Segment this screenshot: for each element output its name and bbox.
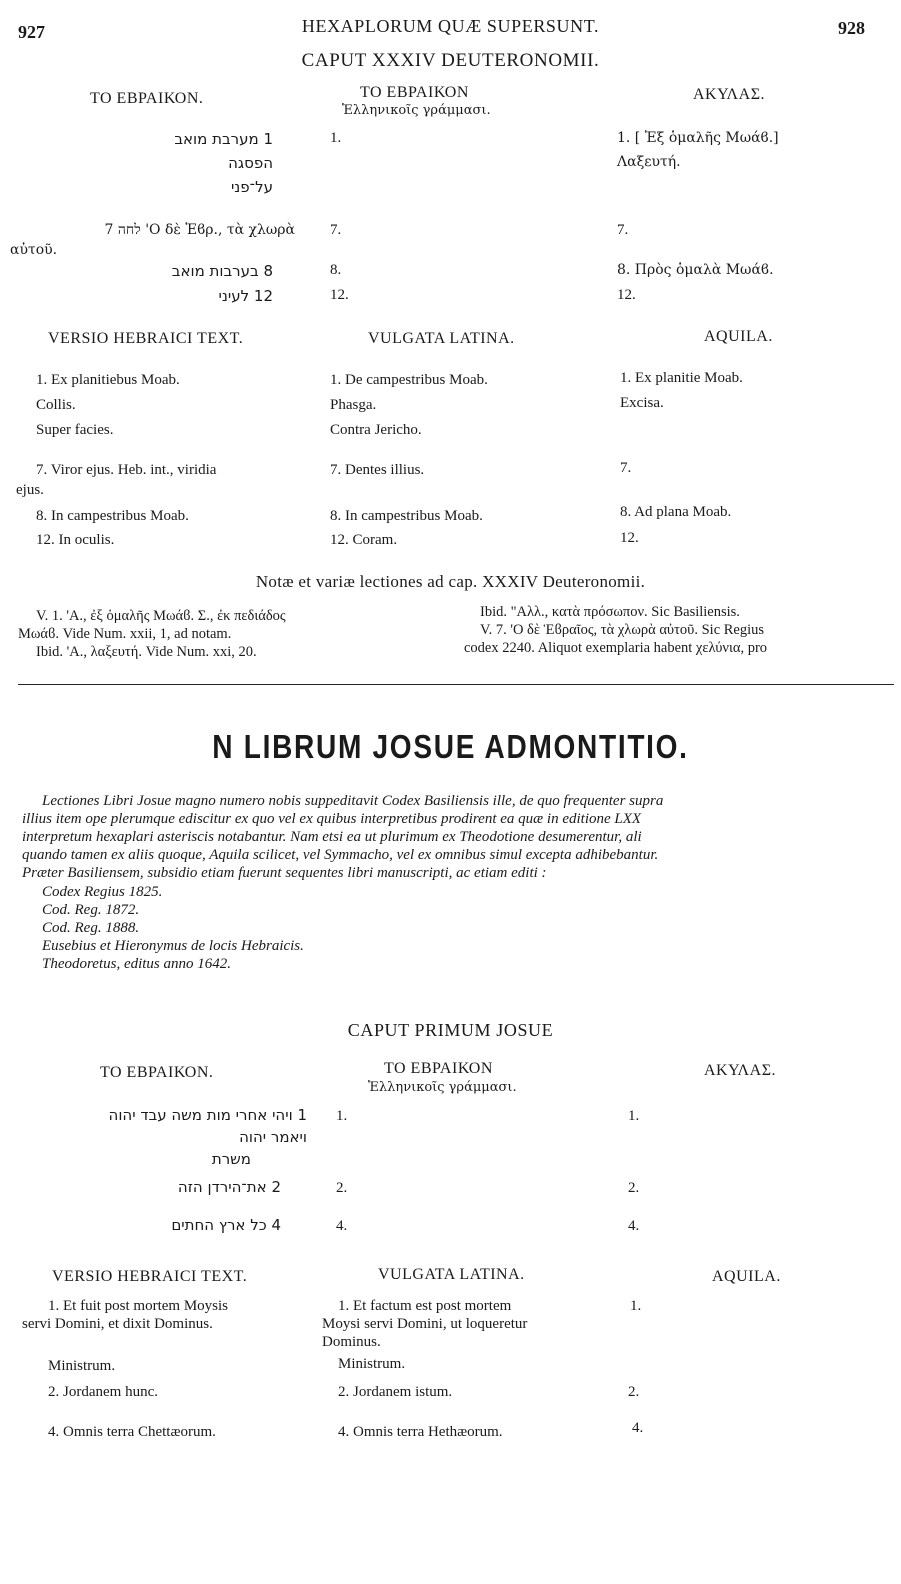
aquila-latin-line: 4. [632,1420,644,1436]
vulgata-line: 1. De campestribus Moab. [330,372,488,388]
hebrew-line: αὐτοῦ. [10,242,58,258]
aquila-latin-line: 2. [628,1384,640,1400]
hebrew-line: 4 כל ארץ החתים [171,1216,281,1234]
vulgata-line: Phasga. [330,397,377,413]
verse-number: 2. [336,1180,348,1196]
vulgata-line: Dominus. [322,1334,381,1350]
hebrew-line: 1 ויהי אחרי מות משה עבד יהוה [108,1106,307,1124]
vulgata-line: 4. Omnis terra Hethæorum. [338,1424,503,1440]
vulgata-line: 7. Dentes illius. [330,462,425,478]
verse-number: 4. [336,1218,348,1234]
col-header-hebrew: ΤΟ ΕΒΡΑΙΚΟΝ. [90,90,204,107]
hebrew-line: הפסגה [228,154,273,172]
note-line: Ibid. "Αλλ., κατὰ πρόσωπον. Sic Basiliensis. [480,604,740,620]
hebrew-line: ויאמר יהוה [239,1128,307,1146]
vulgata-line: 1. Et factum est post mortem [338,1298,512,1314]
aquila-line: Λαξευτή. [617,154,681,170]
col-header-greek-translit-sub: Ἑλληνικοῖς γράμμασι. [368,1080,517,1095]
latin-header-versio: VERSIO HEBRAICI TEXT. [48,330,244,347]
latin-header-aquila: AQUILA. [704,328,773,345]
versio-line: 12. In oculis. [36,532,115,548]
hebrew-line: משרת [211,1150,251,1168]
aquila-line: 1. [628,1108,640,1124]
col-header-aquila: ΑΚΥΛΑΣ. [693,86,766,103]
section-divider [18,684,894,685]
versio-line: 2. Jordanem hunc. [48,1384,158,1400]
vulgata-line: Ministrum. [338,1356,406,1372]
hebrew-line: 1 מערבת מואב [174,130,273,148]
aquila-line: 1. [ Ἐξ ὁμαλῆς Μωάϐ.] [617,130,779,146]
latin-header-aquila: AQUILA. [712,1268,781,1285]
note-line: Ibid. 'Α., λαξευτή. Vide Num. xxi, 20. [36,644,257,660]
vulgata-line: Moysi servi Domini, ut loqueretur [322,1316,528,1332]
col-header-aquila: ΑΚΥΛΑΣ. [704,1062,777,1079]
col-header-greek-translit: ΤΟ ΕΒΡΑΙΚΟΝ [360,84,469,101]
vulgata-line: Contra Jericho. [330,422,422,438]
admonitio-line: quando tamen ex aliis quoque, Aquila scilicet, vel Symmacho, vel ex omnibus simul excepta adhibebantur. [22,847,659,863]
versio-line: 7. Viror ejus. Heb. int., viridia [36,462,217,478]
versio-line: 1. Ex planitiebus Moab. [36,372,180,388]
latin-header-vulgata: VULGATA LATINA. [378,1266,525,1283]
admonitio-list-item: Cod. Reg. 1872. [42,902,140,918]
hebrew-line: 7 לחה 'Ο δὲ Ἑϐρ., τὰ χλωρὰ [104,222,295,238]
admonitio-list-item: Cod. Reg. 1888. [42,920,140,936]
col-header-greek-translit-sub: Ἑλληνικοῖς γράμμασι. [342,103,491,118]
note-line: V. 7. 'Ο δὲ Ἑϐραῖος, τὰ χλωρὰ αὐτοῦ. Sic Regius [480,622,765,638]
vulgata-line: 2. Jordanem istum. [338,1384,453,1400]
versio-line: 8. In campestribus Moab. [36,508,189,524]
running-title: HEXAPLORUM QUÆ SUPERSUNT. [301,16,600,36]
section2-title: CAPUT PRIMUM JOSUE [347,1020,554,1040]
hebrew-line: על־פני [230,178,273,196]
aquila-latin-line: 1. [630,1298,642,1314]
verse-number: 1. [330,130,342,146]
verse-number: 8. [330,262,342,278]
aquila-line: 7. [617,222,629,238]
note-line: codex 2240. Aliquot exemplaria habent χελύνια, pro [464,640,768,656]
latin-header-versio: VERSIO HEBRAICI TEXT. [52,1268,248,1285]
versio-line: 4. Omnis terra Chettæorum. [48,1424,216,1440]
aquila-line: 4. [628,1218,640,1234]
versio-line: ejus. [16,482,44,498]
col-header-hebrew: ΤΟ ΕΒΡΑΙΚΟΝ. [100,1064,214,1081]
verse-number: 7. [330,222,342,238]
aquila-latin-line: 8. Ad plana Moab. [620,504,732,520]
admonitio-list-item: Eusebius et Hieronymus de locis Hebraicis. [42,938,304,954]
col-header-greek-translit: ΤΟ ΕΒΡΑΙΚΟΝ [384,1060,493,1077]
hebrew-line: 8 בערבות מואב [171,262,273,280]
note-line: Μωάϐ. Vide Num. xxii, 1, ad notam. [18,626,232,642]
admonitio-line: Lectiones Libri Josue magno numero nobis suppeditavit Codex Basiliensis ille, de quo frequenter supra [42,793,664,809]
admonitio-list-item: Theodoretus, editus anno 1642. [42,956,232,972]
aquila-line: 2. [628,1180,640,1196]
admonitio-title: N LIBRUM JOSUE ADMONTITIO. [212,728,689,765]
admonitio-list-item: Codex Regius 1825. [42,884,163,900]
hebrew-line: 12 לעיני [218,287,273,305]
aquila-latin-line: 12. [620,530,639,546]
admonitio-line: interpretum hexaplari asteriscis notabantur. Nam etsi ea ut plurimum ex Theodotione desumerentur, ali [22,829,642,845]
admonitio-line: Præter Basiliensem, subsidio etiam fuerunt sequentes libri manuscripti, ac etiam editi : [22,865,547,881]
versio-line: Ministrum. [48,1358,116,1374]
aquila-latin-line: 7. [620,460,632,476]
latin-header-vulgata: VULGATA LATINA. [368,330,515,347]
admonitio-line: illius item ope plerumque ediscitur ex quo vel ex quibus interpretibus prodirent ea quæ in editione LXX [22,811,642,827]
page-number-right: 928 [838,18,865,38]
aquila-line: 8. Πρὸς ὁμαλὰ Μωάϐ. [617,262,774,278]
note-line: V. 1. 'Α., ἐξ ὁμαλῆς Μωάϐ. Σ., ἐκ πεδιάδος [36,608,286,624]
versio-line: 1. Et fuit post mortem Moysis [48,1298,228,1314]
aquila-latin-line: Excisa. [620,395,664,411]
versio-line: Collis. [36,397,76,413]
page-number-left: 927 [18,22,45,42]
section1-title: CAPUT XXXIV DEUTERONOMII. [301,50,600,71]
aquila-latin-line: 1. Ex planitie Moab. [620,370,743,386]
verse-number: 12. [330,287,349,303]
vulgata-line: 8. In campestribus Moab. [330,508,483,524]
vulgata-line: 12. Coram. [330,532,398,548]
versio-line: servi Domini, et dixit Dominus. [22,1316,213,1332]
verse-number: 1. [336,1108,348,1124]
versio-line: Super facies. [36,422,114,438]
aquila-line: 12. [617,287,636,303]
hebrew-line: 2 את־הירדן הזה [177,1178,281,1196]
notes-title: Notæ et variæ lectiones ad cap. XXXIV Deuteronomii. [255,572,646,591]
